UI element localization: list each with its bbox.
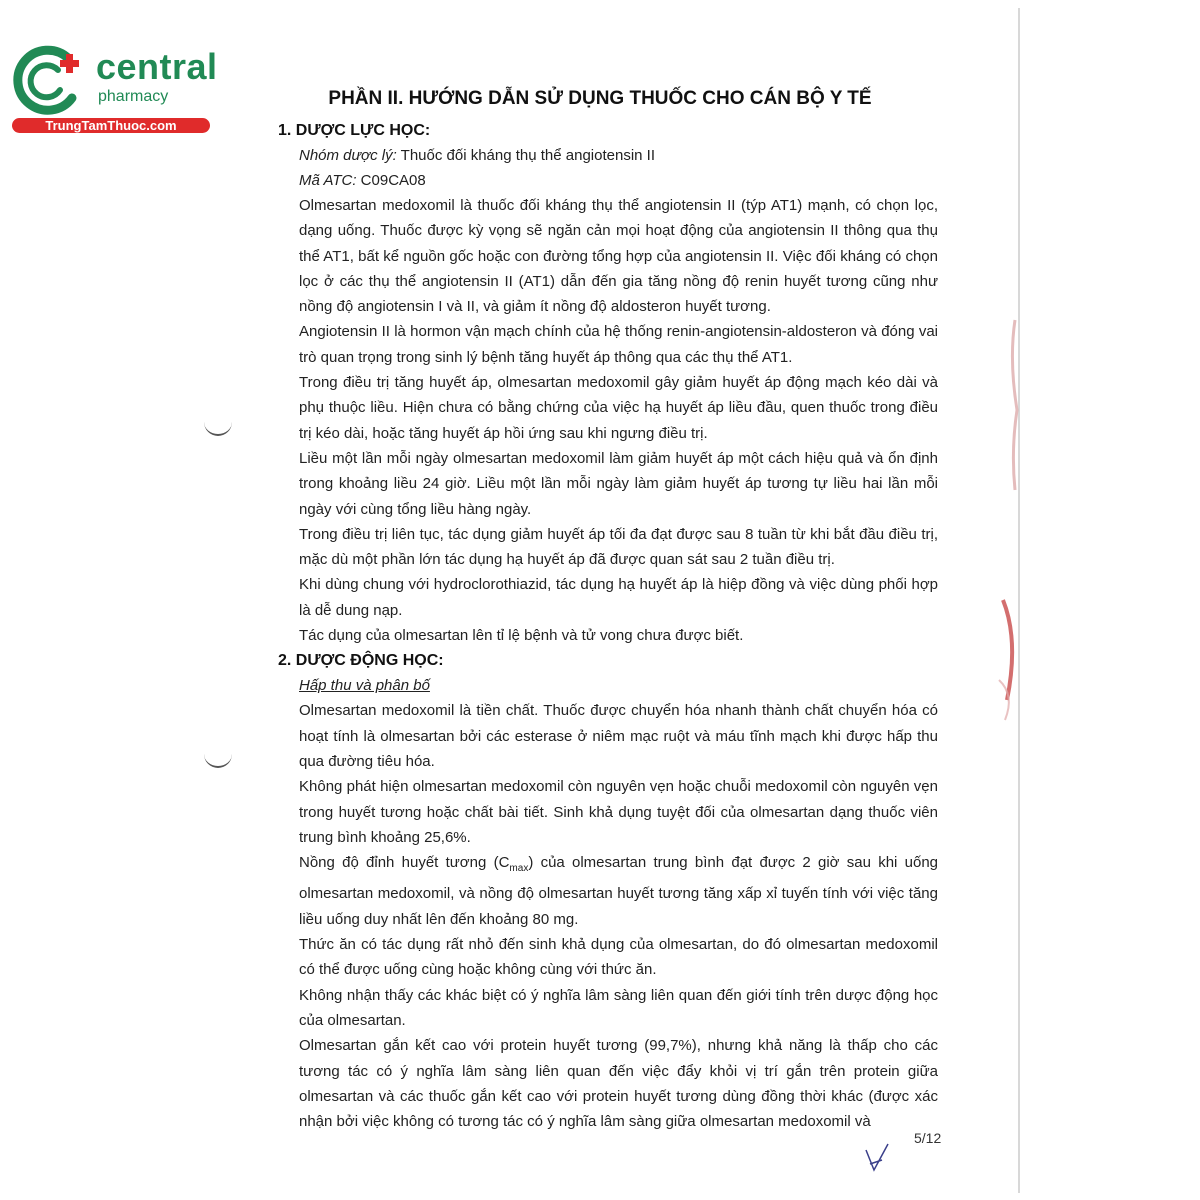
paragraph-cmax: [299, 850, 938, 932]
stamp-fragment: [985, 300, 1025, 730]
pharmacologic-group-label: Nhóm dược lý:: [299, 147, 397, 164]
atc-code-label: Mã ATC:: [299, 172, 357, 189]
logo-brand-text: central: [96, 46, 218, 87]
section-heading: 2. DƯỢC ĐỘNG HỌC:: [278, 652, 444, 670]
logo-url-badge[interactable]: TrungTamThuoc.com: [12, 118, 210, 133]
punch-hole-mark: [204, 752, 232, 768]
page-number: 5/12: [914, 1130, 942, 1146]
punch-hole-mark: [204, 420, 232, 436]
paragraph: Olmesartan medoxomil là thuốc đối kháng thụ thể angiotensin II (týp AT1) mạnh, có chọn lọc, dạng uống. Thuốc được kỳ vọng sẽ ngăn cản mọi hoạt động của angiotensin II thông qua thụ thể AT1, bất kể nguồn gốc hoặc con đường tổng hợp của angiotensin II. Việc đối kháng có chọn lọc ở các thụ thể angiotensin II (AT1) dẫn đến gia tăng nồng độ renin huyết tương cũng như nồng độ angiotensin I và II, và giảm ít nồng độ aldosteron huyết tương.: [299, 197, 938, 316]
section-heading: 1. DƯỢC LỰC HỌC:: [278, 122, 431, 139]
document-body: [278, 118, 938, 1134]
paragraph: Olmesartan gắn kết cao với protein huyết tương (99,7%), nhưng khả năng là thấp cho các tương tác có ý nghĩa lâm sàng liên quan đến việc đẩy khỏi vị trí gắn trên protein giữa olmesartan và các thuốc gắn kết cao với protein huyết tương dùng đồng thời khác (được xác nhận bởi việc không có tương tác có ý nghĩa lâm sàng giữa olmesartan medoxomil và: [299, 1037, 938, 1131]
cmax-subscript: max: [509, 863, 529, 875]
signature-mark: [860, 1140, 900, 1180]
paragraph: Trong điều trị liên tục, tác dụng giảm huyết áp tối đa đạt được sau 8 tuần từ khi bắt đầu điều trị, mặc dù một phần lớn tác dụng hạ huyết áp đã được quan sát sau 2 tuần điều trị.: [299, 525, 938, 569]
cmax-text-after: ) của olmesartan trung bình đạt được 2 giờ sau khi uống olmesartan medoxomil, và nồng độ olmesartan huyết tương tăng xấp xỉ tuyến tính với việc tăng liều uống duy nhất lên đến khoảng 80 mg.: [299, 854, 939, 928]
cmax-text-before: Nồng độ đỉnh huyết tương (C: [299, 854, 510, 872]
paragraph: Không nhận thấy các khác biệt có ý nghĩa lâm sàng liên quan đến giới tính trên dược động học của olmesartan.: [299, 986, 938, 1029]
central-pharmacy-logo: [10, 36, 218, 136]
pharmacologic-group-line: [299, 143, 938, 168]
paragraph: Trong điều trị tăng huyết áp, olmesartan medoxomil gây giảm huyết áp động mạch kéo dài và phụ thuộc liều. Hiện chưa có bằng chứng của việc hạ huyết áp liều đầu, quen thuốc trong điều trị kéo dài, hoặc tăng huyết áp hồi ứng sau khi ngưng điều trị.: [299, 374, 938, 442]
paragraph: Tác dụng của olmesartan lên tỉ lệ bệnh và tử vong chưa được biết.: [299, 627, 744, 645]
pharmacy-logo-icon: [10, 40, 90, 120]
paragraph: Liều một lần mỗi ngày olmesartan medoxomil làm giảm huyết áp một cách hiệu quả và ổn định trong khoảng liều 24 giờ. Liều một lần mỗi ngày làm giảm huyết áp tương tự liều hai lần mỗi ngày với cùng tổng liều hàng ngày.: [299, 449, 938, 518]
paragraph: Không phát hiện olmesartan medoxomil còn nguyên vẹn hoặc chuỗi medoxomil còn nguyên vẹn trong huyết tương hoặc chất bài tiết. Sinh khả dụng tuyệt đối của olmesartan dạng thuốc viên trung bình khoảng 25,6%.: [299, 778, 938, 846]
pharmacologic-group-value: Thuốc đối kháng thụ thể angiotensin II: [396, 147, 656, 164]
atc-code-value: C09CA08: [356, 172, 426, 189]
paragraph: Khi dùng chung với hydroclorothiazid, tác dụng hạ huyết áp là hiệp đồng và việc dùng phối hợp là dễ dung nạp.: [299, 576, 938, 619]
paragraph: Thức ăn có tác dụng rất nhỏ đến sinh khả dụng của olmesartan, do đó olmesartan medoxomil có thể được uống cùng hoặc không cùng với thức ăn.: [299, 936, 938, 979]
paragraph: Olmesartan medoxomil là tiền chất. Thuốc được chuyển hóa nhanh thành chất chuyển hóa có hoạt tính là olmesartan bởi các esterase ở niêm mạc ruột và máu tĩnh mạch khi được hấp thu qua đường tiêu hóa.: [299, 702, 938, 770]
logo-sub-text: pharmacy: [98, 88, 169, 105]
page-title: PHẦN II. HƯỚNG DẪN SỬ DỤNG THUỐC CHO CÁN BỘ Y TẾ: [328, 88, 872, 109]
atc-code-line: [299, 168, 938, 193]
subsection-heading: Hấp thu và phân bố: [299, 677, 430, 695]
paragraph: Angiotensin II là hormon vận mạch chính của hệ thống renin-angiotensin-aldosteron và đóng vai trò quan trọng trong sinh lý bệnh tăng huyết áp thông qua các thụ thể AT1.: [299, 323, 938, 366]
